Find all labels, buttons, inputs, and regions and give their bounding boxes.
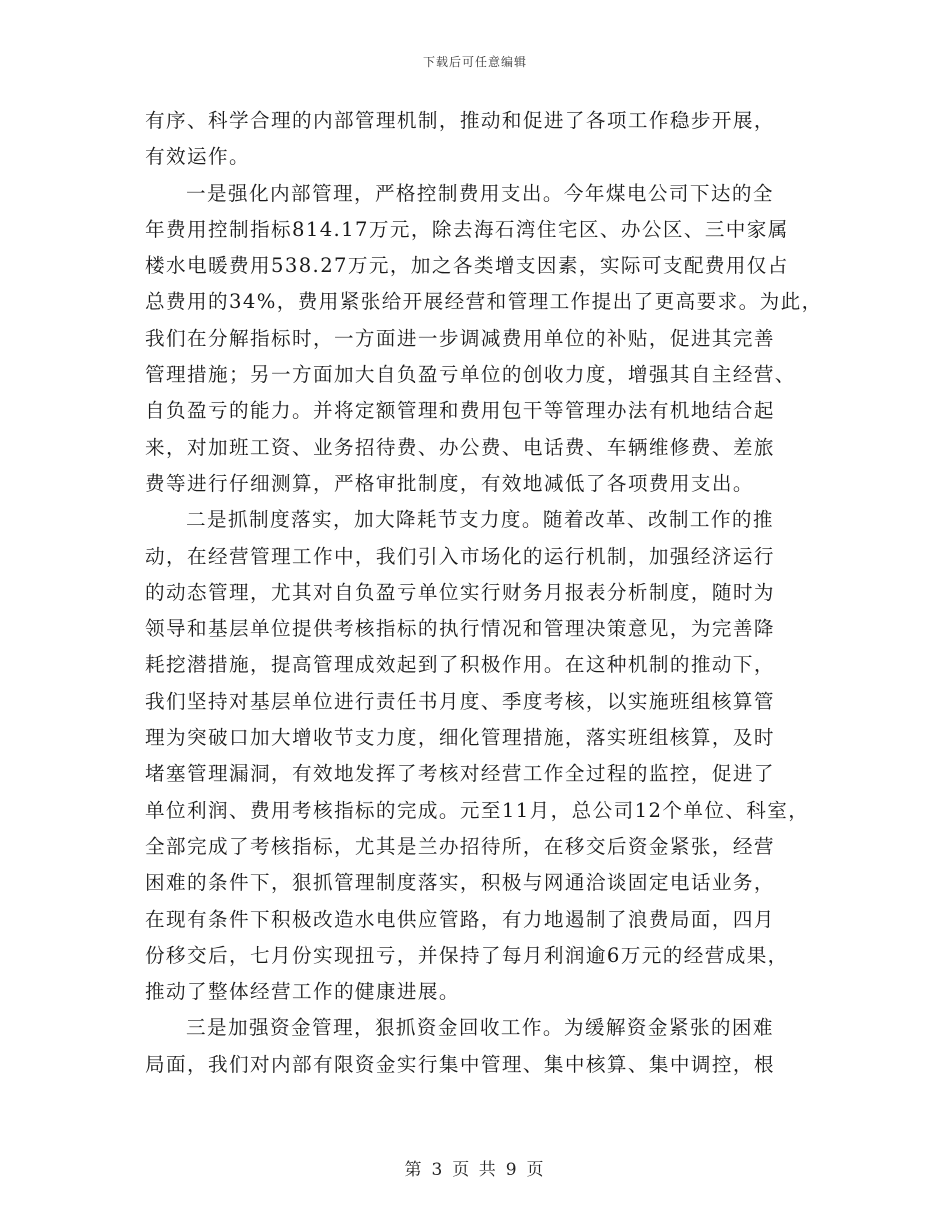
text-line: 我们在分解指标时，一方面进一步调减费用单位的补贴，促进其完善: [145, 326, 775, 350]
document-body: [145, 103, 823, 1083]
text-line: 推动了整体经营工作的健康进展。: [145, 980, 460, 1004]
text-line: 二是抓制度落实，加大降耗节支力度。随着改革、改制工作的推: [186, 508, 774, 532]
text-line: 份移交后，七月份实现扭亏，并保持了每月利润逾6万元的经营成果，: [145, 943, 789, 967]
text-line: 我们坚持对基层单位进行责任书月度、季度考核，以实施班组核算管: [145, 689, 775, 713]
text-line: 在现有条件下积极改造水电供应管路，有力地遏制了浪费局面，四月: [145, 907, 775, 931]
footer-suffix: 页: [526, 1160, 546, 1180]
text-line: 自负盈亏的能力。并将定额管理和费用包干等管理办法有机地结合起: [145, 399, 775, 423]
page-footer: [0, 1155, 950, 1180]
footer-mid: 页 共: [452, 1160, 498, 1180]
text-line: 全部完成了考核指标，尤其是兰办招待所，在移交后资金紧张，经营: [145, 834, 775, 858]
text-line: 有效运作。: [145, 145, 250, 169]
text-line: 单位利润、费用考核指标的完成。元至11月，总公司12个单位、科室，: [145, 798, 810, 822]
text-line: 年费用控制指标814.17万元，除去海石湾住宅区、办公区、三中家属: [145, 217, 789, 241]
text-line: 楼水电暖费用538.27万元，加之各类增支因素，实际可支配费用仅占: [145, 254, 789, 278]
text-line: 一是强化内部管理，严格控制费用支出。今年煤电公司下达的全: [186, 181, 774, 205]
text-line: 困难的条件下，狠抓管理制度落实，积极与网通洽谈固定电话业务，: [145, 871, 775, 895]
text-line: 来，对加班工资、业务招待费、办公费、电话费、车辆维修费、差旅: [145, 435, 775, 459]
text-line: 领导和基层单位提供考核指标的执行情况和管理决策意见，为完善降: [145, 617, 775, 641]
text-line: 耗挖潜措施，提高管理成效起到了积极作用。在这种机制的推动下，: [145, 653, 775, 677]
current-page-number: 3: [431, 1160, 445, 1180]
footer-prefix: 第: [404, 1160, 424, 1180]
text-line: 三是加强资金管理，狠抓资金回收工作。为缓解资金紧张的困难: [186, 1016, 774, 1040]
text-line: 动，在经营管理工作中，我们引入市场化的运行机制，加强经济运行: [145, 544, 775, 568]
text-line: 费等进行仔细测算，严格审批制度，有效地减低了各项费用支出。: [145, 471, 754, 495]
text-line: 局面，我们对内部有限资金实行集中管理、集中核算、集中调控，根: [145, 1052, 775, 1076]
text-line: 理为突破口加大增收节支力度，细化管理措施，落实班组核算，及时: [145, 726, 775, 750]
total-pages-number: 9: [505, 1160, 519, 1180]
text-line: 的动态管理，尤其对自负盈亏单位实行财务月报表分析制度，随时为: [145, 580, 775, 604]
page-header: 下载后可任意编辑: [422, 55, 527, 69]
text-line: 管理措施；另一方面加大自负盈亏单位的创收力度，增强其自主经营、: [145, 363, 796, 387]
text-line: 有序、科学合理的内部管理机制，推动和促进了各项工作稳步开展，: [145, 109, 775, 132]
text-line: 总费用的34%，费用紧张给开展经营和管理工作提出了更高要求。为此，: [145, 290, 823, 314]
text-line: 堵塞管理漏洞，有效地发挥了考核对经营工作全过程的监控，促进了: [145, 762, 775, 786]
